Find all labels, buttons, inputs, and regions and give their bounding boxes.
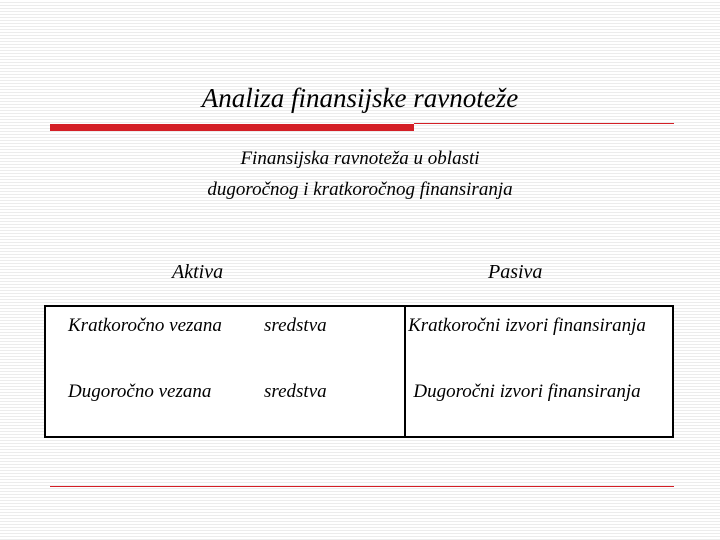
subtitle-line-2: dugoročnog i kratkoročnog finansiranja xyxy=(207,179,513,200)
subtitle-line-1: Finansijska ravnoteža u oblasti xyxy=(240,148,480,169)
aktiva-header: Aktiva xyxy=(172,261,224,283)
slide-subtitle xyxy=(0,143,720,205)
footer-accent-line xyxy=(50,486,674,487)
pasiva-header: Pasiva xyxy=(488,261,543,283)
row1-liability-label: Kratkoročni izvori finansiranja xyxy=(408,315,646,336)
title-accent-bar xyxy=(50,124,414,131)
row2-asset-label: Dugoročno vezana xyxy=(68,381,212,402)
slide-title: Analiza finansijske ravnoteže xyxy=(201,83,519,113)
row2-asset-suffix: sredstva xyxy=(264,381,327,402)
row1-asset-label: Kratkoročno vezana xyxy=(68,315,222,336)
row2-liability-label: Dugoročni izvori finansiranja xyxy=(413,381,641,402)
row1-asset-suffix: sredstva xyxy=(264,315,327,336)
title-accent-line xyxy=(414,123,674,124)
balance-table xyxy=(44,305,674,438)
